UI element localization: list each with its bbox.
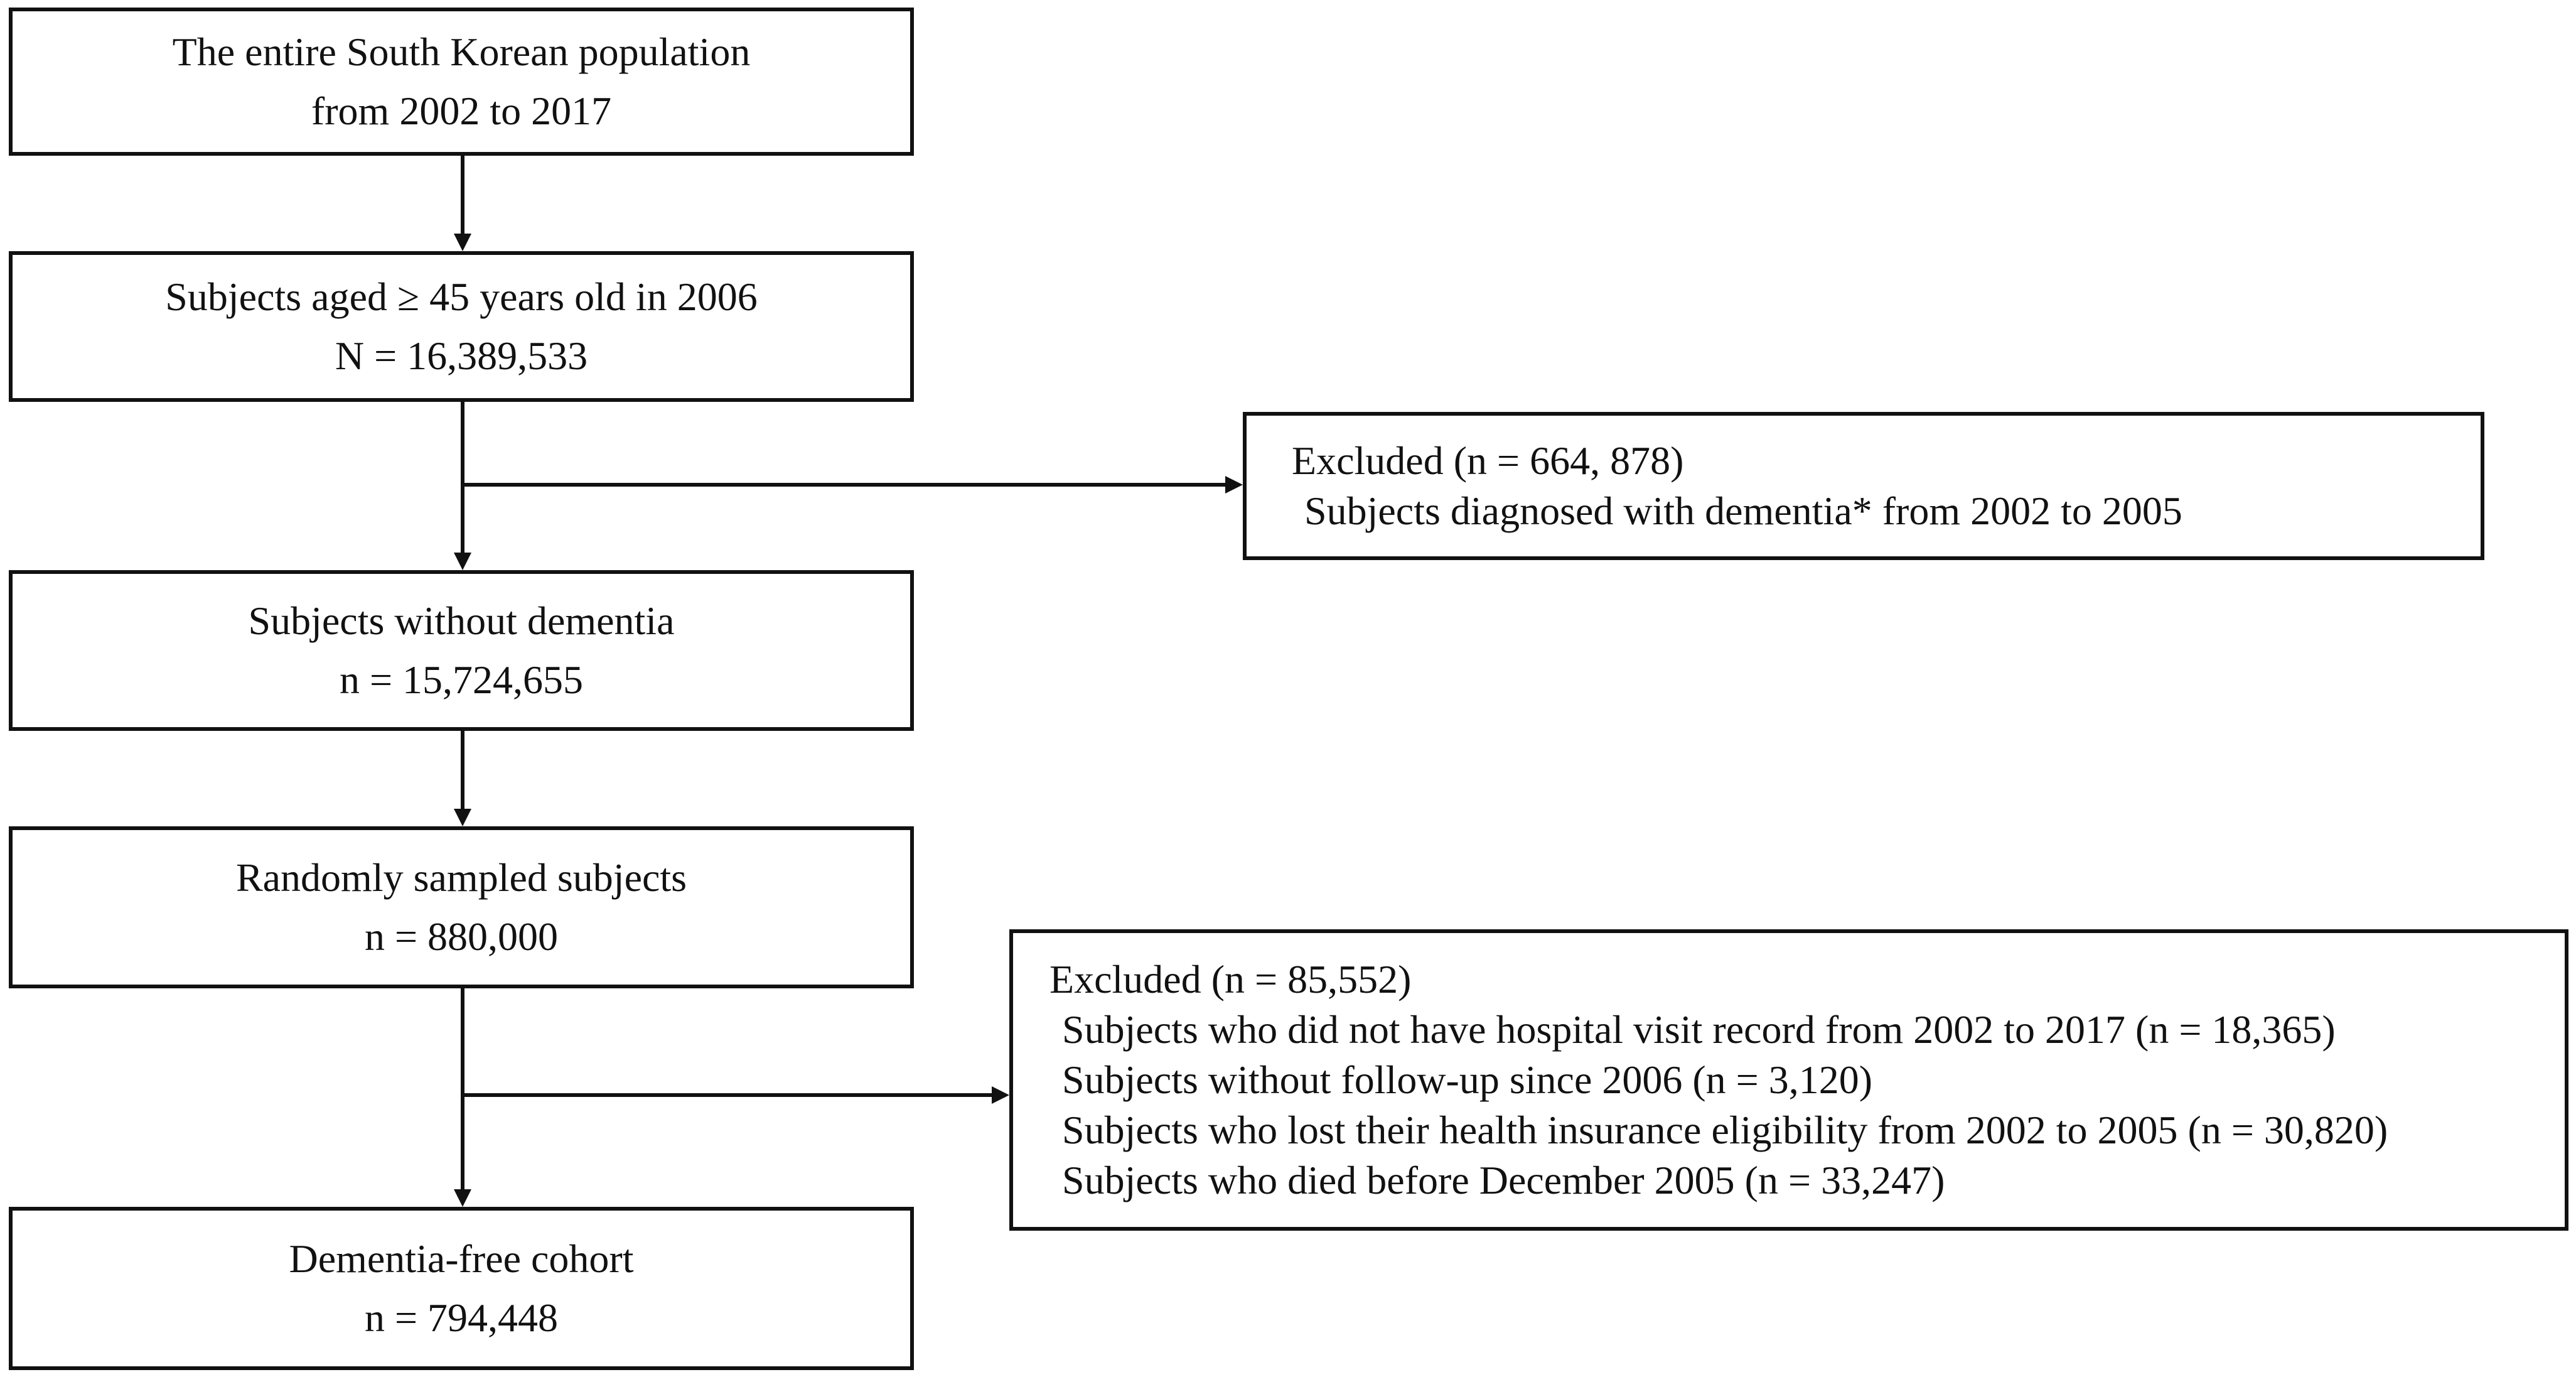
box-aged-45-line1: Subjects aged ≥ 45 years old in 2006 bbox=[165, 274, 758, 319]
box-population-line2: from 2002 to 2017 bbox=[311, 89, 612, 133]
box-population-line1: The entire South Korean population bbox=[172, 30, 751, 74]
exclusion-1-reason: Subjects diagnosed with dementia* from 2002 to 2005 bbox=[1304, 489, 2182, 533]
box-without-dementia-count: n = 15,724,655 bbox=[339, 657, 584, 702]
box-aged-45-count: N = 16,389,533 bbox=[335, 333, 588, 378]
box-random-sample-line1: Randomly sampled subjects bbox=[235, 855, 687, 900]
exclusion-2-reason-4: Subjects who died before December 2005 (n = 33,247) bbox=[1062, 1158, 1945, 1202]
box-cohort-count: n = 794,448 bbox=[364, 1295, 559, 1340]
box-cohort-line1: Dementia-free cohort bbox=[289, 1236, 634, 1281]
exclusion-1-title: Excluded (n = 664, 878) bbox=[1292, 438, 1684, 483]
exclusion-2-reason-1: Subjects who did not have hospital visit record from 2002 to 2017 (n = 18,365) bbox=[1062, 1007, 2336, 1052]
exclusion-2-reason-2: Subjects without follow-up since 2006 (n = 3,120) bbox=[1062, 1057, 1873, 1102]
box-without-dementia-line1: Subjects without dementia bbox=[248, 598, 675, 643]
box-random-sample-count: n = 880,000 bbox=[364, 914, 559, 959]
exclusion-2-reason-3: Subjects who lost their health insurance eligibility from 2002 to 2005 (n = 30,820) bbox=[1062, 1108, 2388, 1152]
exclusion-2-title: Excluded (n = 85,552) bbox=[1049, 957, 1412, 1002]
